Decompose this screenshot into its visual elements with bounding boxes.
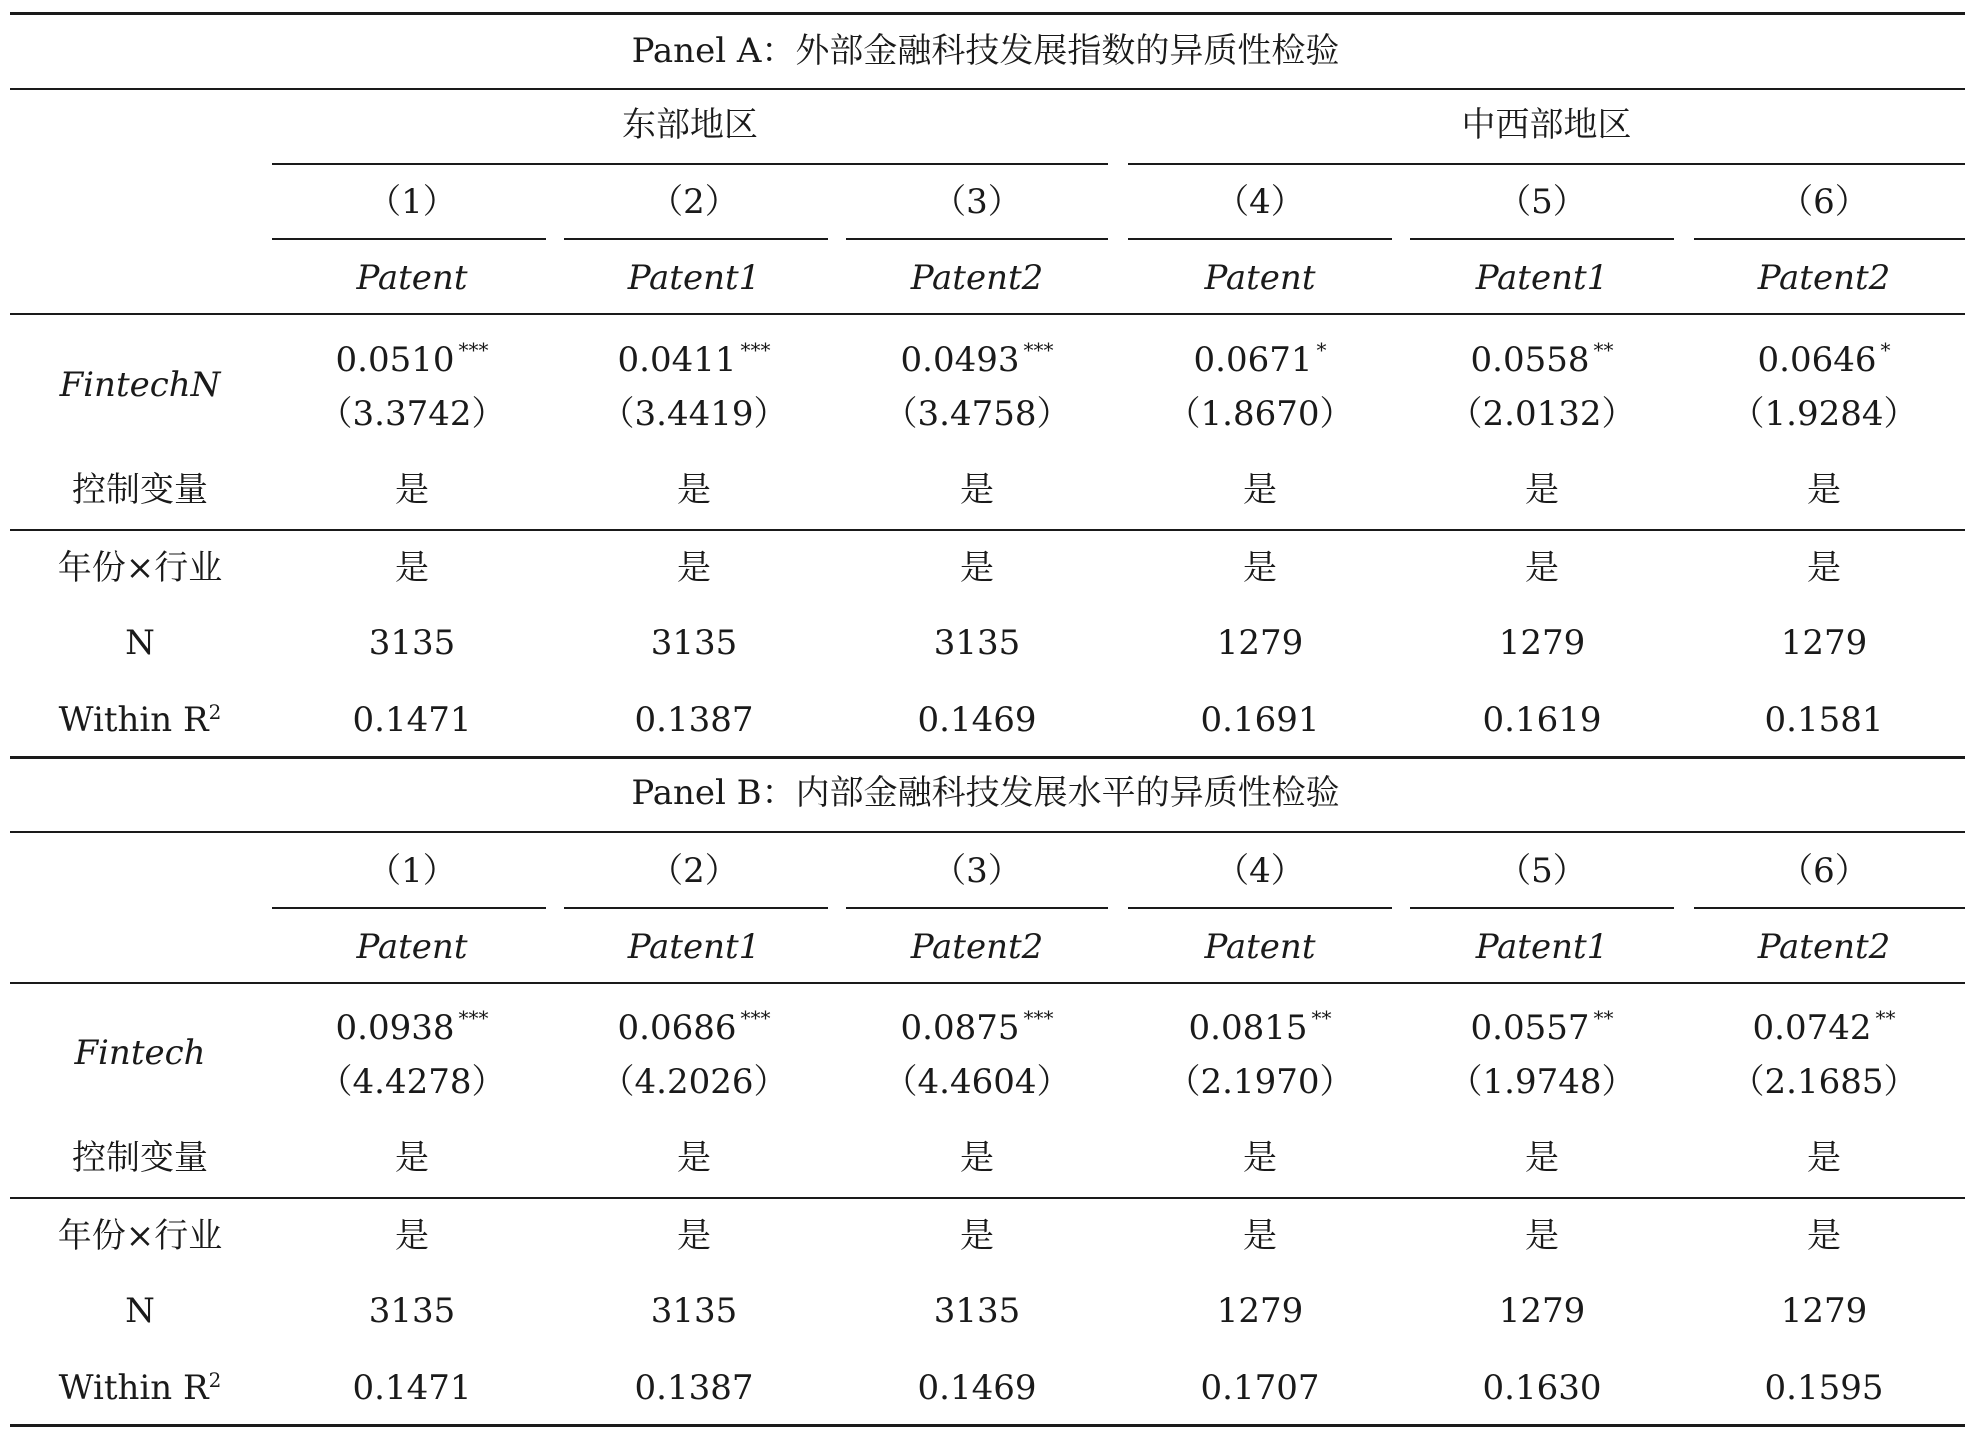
coefficient-value: 0.0510 (335, 340, 455, 380)
significance-stars: * (1316, 338, 1327, 362)
r2-cell: 0.1619 (1482, 700, 1602, 740)
dependent-variable: Patent2 (1757, 927, 1891, 967)
panel-a-r2-label: Within $R^2$ (58, 700, 222, 740)
significance-stars: ** (1311, 1006, 1332, 1030)
control-cell: 是 (1243, 1138, 1277, 1178)
significance-stars: ** (1875, 1006, 1896, 1030)
control-cell: 是 (1525, 1138, 1559, 1178)
panel-a-title: Panel A：外部金融科技发展指数的异质性检验 (631, 31, 1340, 71)
t-statistic: （3.4758） (883, 394, 1071, 434)
t-statistic: （2.1685） (1730, 1062, 1918, 1102)
coefficient-value: 0.0646 (1757, 340, 1877, 380)
control-cell: 是 (1525, 470, 1559, 510)
column-number: （6） (1779, 182, 1869, 222)
column-number: （5） (1497, 182, 1587, 222)
r2-cell: 0.1630 (1482, 1368, 1602, 1408)
n-cell: 3135 (933, 1291, 1021, 1331)
dependent-variable: Patent (1204, 258, 1316, 298)
dependent-variable: Patent (356, 927, 468, 967)
significance-stars: *** (458, 1006, 489, 1030)
significance-stars: *** (458, 338, 489, 362)
r2-cell: 0.1707 (1200, 1368, 1320, 1408)
t-statistic: （1.9748） (1448, 1062, 1636, 1102)
coefficient-cell (1402, 1008, 1682, 1052)
fe-cell: 是 (1243, 1216, 1277, 1256)
n-cell: 3135 (650, 1291, 738, 1331)
t-statistic: （2.0132） (1448, 394, 1636, 434)
n-cell: 1279 (1498, 623, 1586, 663)
r2-cell: 0.1469 (917, 700, 1037, 740)
coefficient-value: 0.0875 (900, 1008, 1020, 1048)
t-statistic: （1.9284） (1730, 394, 1918, 434)
column-number: （3） (932, 182, 1022, 222)
group-central-west-rule (1128, 163, 1965, 165)
control-cell: 是 (960, 470, 994, 510)
panel-b-header-rule (10, 982, 1965, 984)
significance-stars: *** (740, 1006, 771, 1030)
panel-b-title-rule (10, 831, 1965, 833)
column-number: （2） (649, 182, 739, 222)
dependent-variable: Patent1 (1475, 258, 1609, 298)
dependent-variable: Patent2 (910, 927, 1044, 967)
coefficient-value: 0.0815 (1188, 1008, 1308, 1048)
column-rule (1694, 907, 1965, 909)
coefficient-cell (837, 1008, 1117, 1052)
dependent-variable: Patent (356, 258, 468, 298)
r2-cell: 0.1387 (634, 700, 754, 740)
fe-cell: 是 (677, 1216, 711, 1256)
coefficient-value: 0.0686 (617, 1008, 737, 1048)
coefficient-cell (272, 1008, 552, 1052)
panel-b-control-label: 控制变量 (72, 1138, 208, 1178)
t-statistic: （1.8670） (1166, 394, 1354, 434)
column-number: （1） (367, 851, 457, 891)
panel-b-control-rule (10, 1197, 1965, 1199)
coefficient-cell (1402, 340, 1682, 384)
fe-cell: 是 (1525, 548, 1559, 588)
column-rule (1128, 907, 1392, 909)
dependent-variable: Patent (1204, 927, 1316, 967)
r2-cell: 0.1387 (634, 1368, 754, 1408)
coefficient-value: 0.0671 (1193, 340, 1313, 380)
t-statistic: （4.4604） (883, 1062, 1071, 1102)
n-cell: 3135 (368, 1291, 456, 1331)
coefficient-cell (554, 340, 834, 384)
coefficient-cell (837, 340, 1117, 384)
coefficient-value: 0.0557 (1470, 1008, 1590, 1048)
column-rule (564, 907, 828, 909)
significance-stars: * (1880, 338, 1891, 362)
panel-b-n-label: N (125, 1291, 155, 1331)
column-number: （4） (1215, 851, 1305, 891)
panel-a-var-label: FintechN (59, 365, 221, 405)
n-cell: 1279 (1780, 1291, 1868, 1331)
coefficient-cell (272, 340, 552, 384)
top-rule (10, 12, 1965, 15)
column-rule (272, 907, 546, 909)
control-cell: 是 (395, 1138, 429, 1178)
fe-cell: 是 (395, 1216, 429, 1256)
panel-b-var-label: Fintech (74, 1033, 206, 1073)
n-cell: 1279 (1216, 623, 1304, 663)
fe-cell: 是 (395, 548, 429, 588)
t-statistic: （3.3742） (318, 394, 506, 434)
group-central-west: 中西部地区 (1461, 105, 1632, 145)
column-rule (1410, 238, 1674, 240)
panel-a-fe-label: 年份×行业 (57, 548, 223, 588)
n-cell: 1279 (1780, 623, 1868, 663)
n-cell: 3135 (368, 623, 456, 663)
fe-cell: 是 (677, 548, 711, 588)
coefficient-cell (1120, 340, 1400, 384)
dependent-variable: Patent1 (627, 258, 761, 298)
panel-a-n-label: N (125, 623, 155, 663)
coefficient-cell (1120, 1008, 1400, 1052)
column-rule (1694, 238, 1965, 240)
panel-b-fe-label: 年份×行业 (57, 1216, 223, 1256)
fe-cell: 是 (960, 1216, 994, 1256)
coefficient-cell (1684, 340, 1964, 384)
column-number: （5） (1497, 851, 1587, 891)
control-cell: 是 (1807, 1138, 1841, 1178)
column-rule (272, 238, 546, 240)
dependent-variable: Patent1 (1475, 927, 1609, 967)
panel-b-title: Panel B：内部金融科技发展水平的异质性检验 (631, 773, 1340, 813)
column-rule (1128, 238, 1392, 240)
significance-stars: *** (1023, 338, 1054, 362)
panel-a-header-rule (10, 313, 1965, 315)
control-cell: 是 (677, 470, 711, 510)
fe-cell: 是 (960, 548, 994, 588)
r2-cell: 0.1595 (1764, 1368, 1884, 1408)
n-cell: 3135 (933, 623, 1021, 663)
r2-cell: 0.1471 (352, 1368, 472, 1408)
significance-stars: *** (1023, 1006, 1054, 1030)
column-number: （1） (367, 182, 457, 222)
n-cell: 1279 (1498, 1291, 1586, 1331)
column-number: （6） (1779, 851, 1869, 891)
group-east: 东部地区 (622, 105, 758, 145)
fe-cell: 是 (1525, 1216, 1559, 1256)
t-statistic: （2.1970） (1166, 1062, 1354, 1102)
control-cell: 是 (1243, 470, 1277, 510)
coefficient-value: 0.0558 (1470, 340, 1590, 380)
significance-stars: ** (1593, 1006, 1614, 1030)
control-cell: 是 (960, 1138, 994, 1178)
control-cell: 是 (1807, 470, 1841, 510)
coefficient-value: 0.0411 (617, 340, 737, 380)
n-cell: 1279 (1216, 1291, 1304, 1331)
coefficient-cell (1684, 1008, 1964, 1052)
panel-a-bottom-rule (10, 756, 1965, 759)
fe-cell: 是 (1243, 548, 1277, 588)
column-rule (1410, 907, 1674, 909)
column-number: （4） (1215, 182, 1305, 222)
panel-a-title-rule (10, 88, 1965, 90)
column-number: （2） (649, 851, 739, 891)
dependent-variable: Patent2 (1757, 258, 1891, 298)
bottom-rule (10, 1424, 1965, 1427)
r2-cell: 0.1469 (917, 1368, 1037, 1408)
r2-cell: 0.1691 (1200, 700, 1320, 740)
control-cell: 是 (677, 1138, 711, 1178)
t-statistic: （3.4419） (600, 394, 788, 434)
significance-stars: ** (1593, 338, 1614, 362)
fe-cell: 是 (1807, 1216, 1841, 1256)
column-rule (846, 907, 1108, 909)
coefficient-cell (554, 1008, 834, 1052)
significance-stars: *** (740, 338, 771, 362)
panel-b-r2-label: Within $R^2$ (58, 1368, 222, 1408)
t-statistic: （4.2026） (600, 1062, 788, 1102)
group-east-rule (272, 163, 1108, 165)
t-statistic: （4.4278） (318, 1062, 506, 1102)
column-number: （3） (932, 851, 1022, 891)
column-rule (846, 238, 1108, 240)
fe-cell: 是 (1807, 548, 1841, 588)
panel-a-control-rule (10, 529, 1965, 531)
r2-cell: 0.1581 (1764, 700, 1884, 740)
coefficient-value: 0.0493 (900, 340, 1020, 380)
coefficient-value: 0.0742 (1752, 1008, 1872, 1048)
control-cell: 是 (395, 470, 429, 510)
r2-cell: 0.1471 (352, 700, 472, 740)
column-rule (564, 238, 828, 240)
n-cell: 3135 (650, 623, 738, 663)
coefficient-value: 0.0938 (335, 1008, 455, 1048)
dependent-variable: Patent2 (910, 258, 1044, 298)
dependent-variable: Patent1 (627, 927, 761, 967)
panel-a-control-label: 控制变量 (72, 470, 208, 510)
